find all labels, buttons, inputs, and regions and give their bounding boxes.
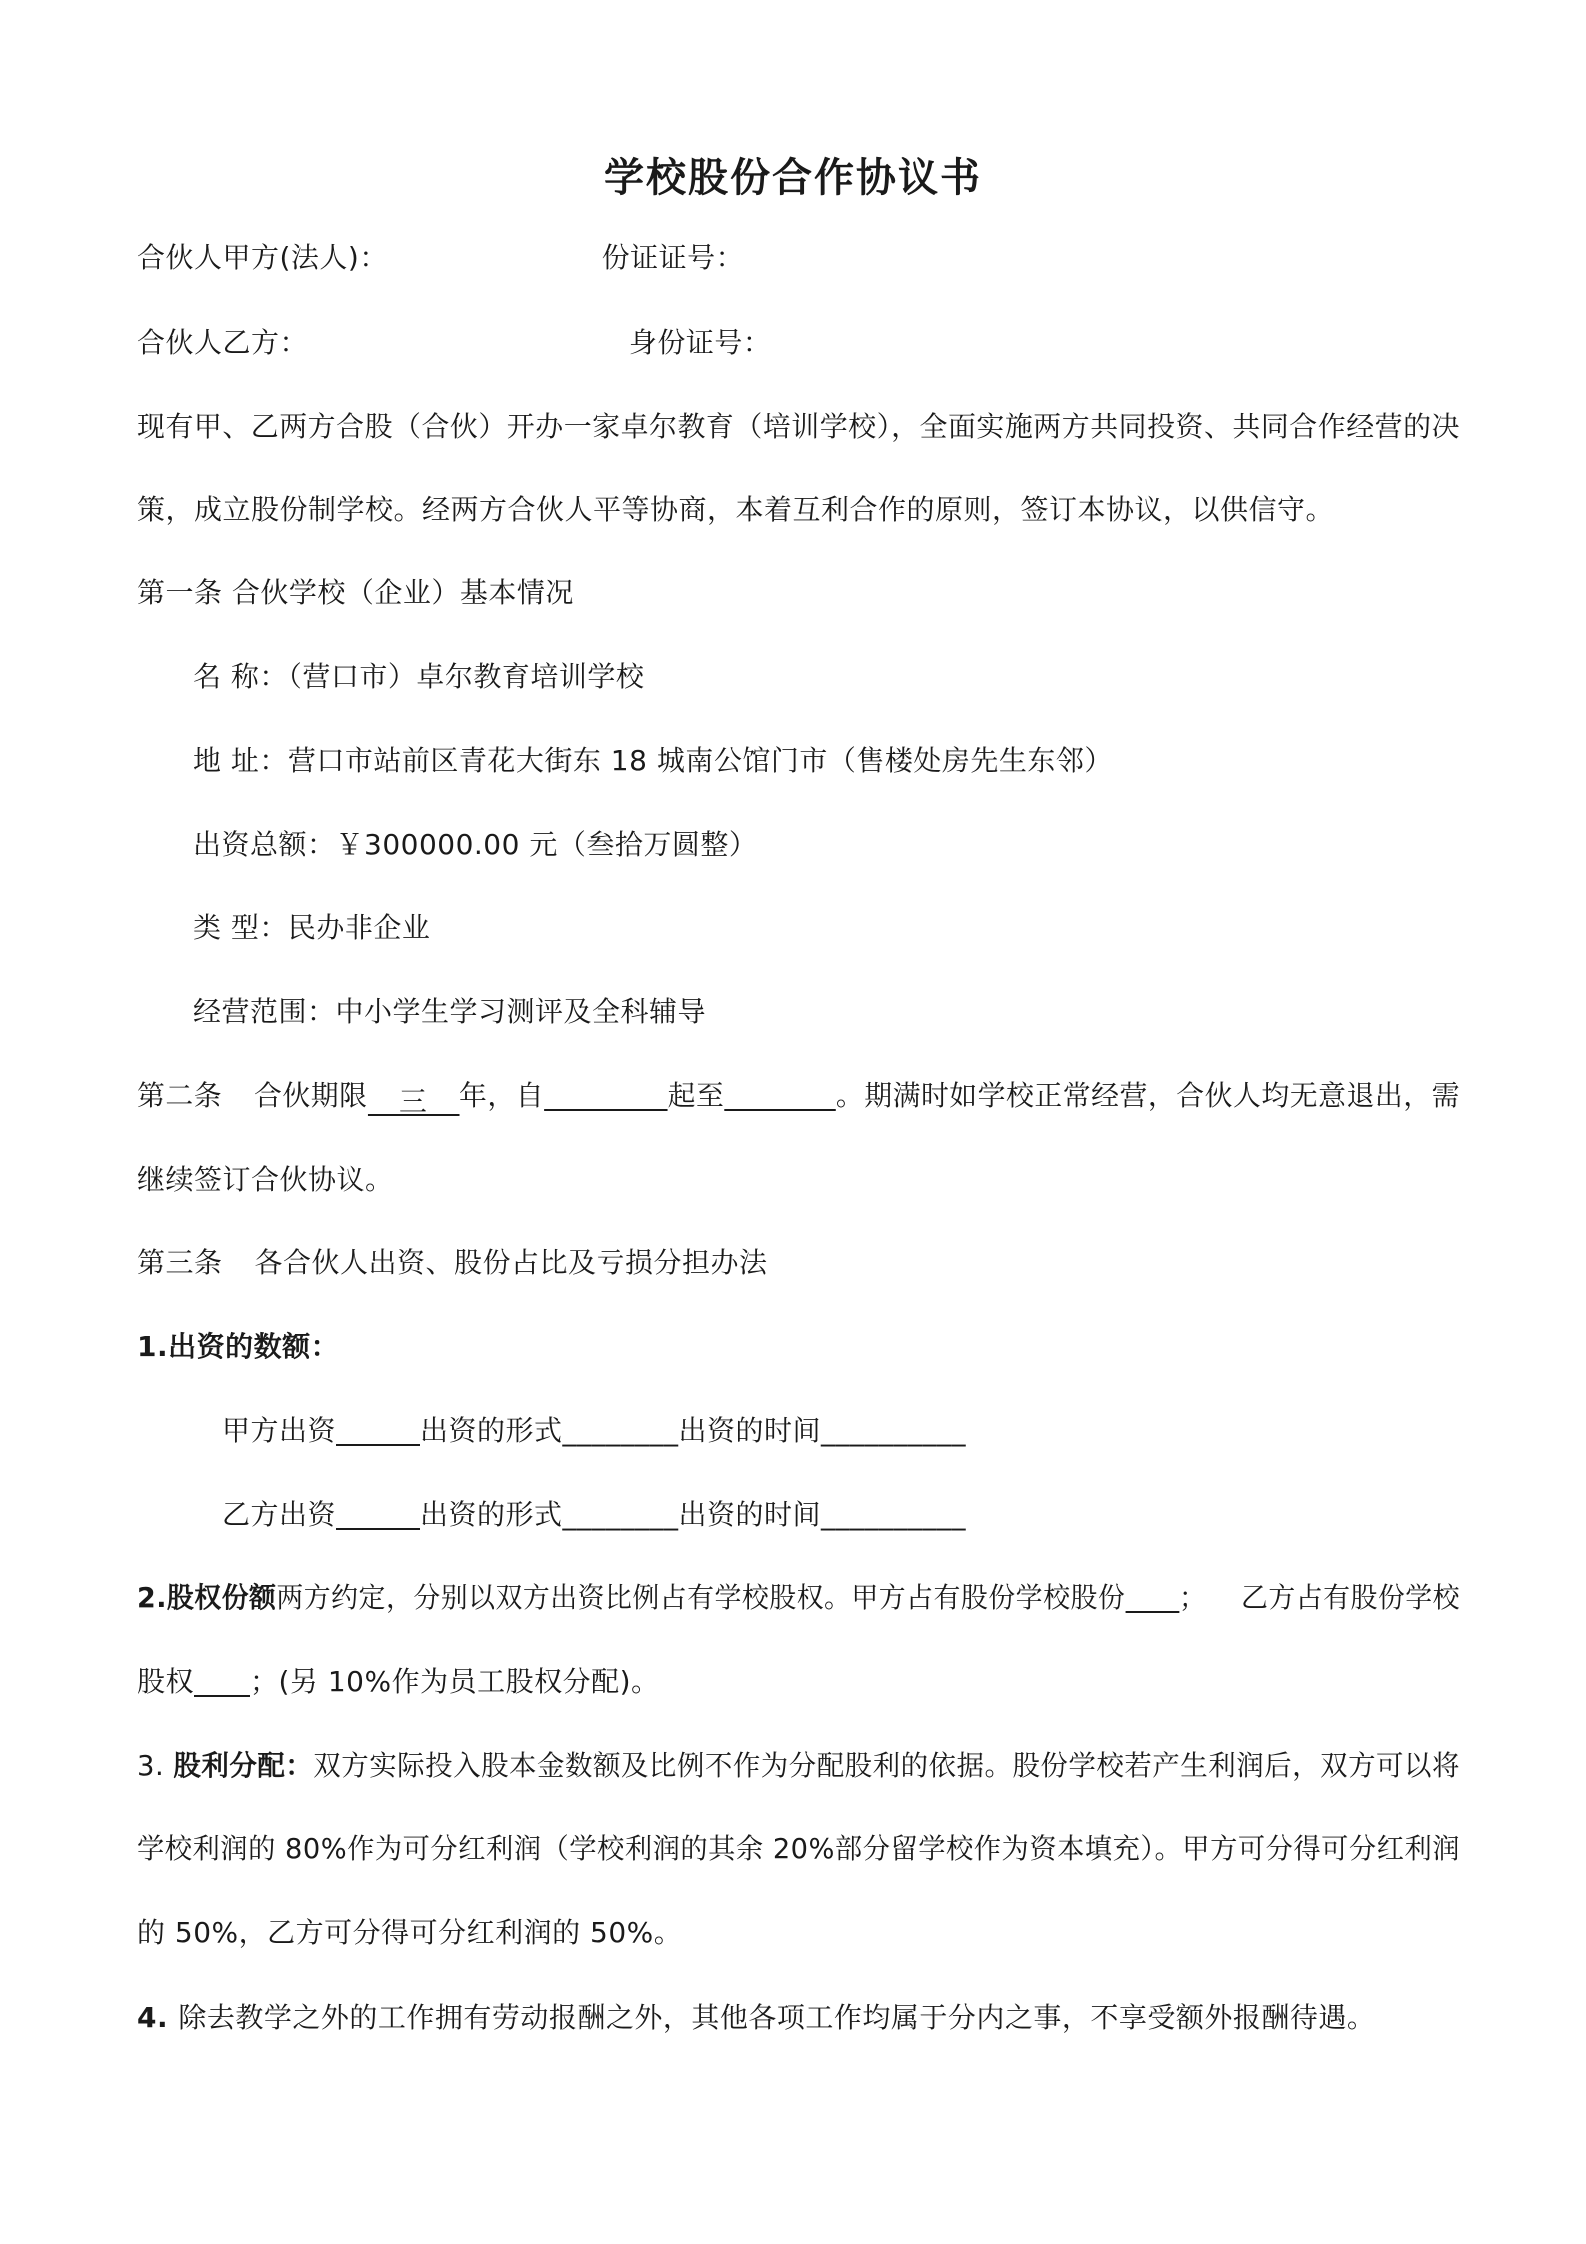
article3-heading-row bbox=[137, 1243, 768, 1283]
scope-value: 中小学生学习测评及全科辅导 bbox=[335, 995, 707, 1028]
section4-line bbox=[137, 1998, 1375, 2038]
section4-text: 除去教学之外的工作拥有劳动报酬之外，其他各项工作均属于分内之事，不享受额外报酬待遇。 bbox=[178, 2001, 1376, 2034]
section1-title: 1.出资的数额： bbox=[137, 1330, 340, 1363]
section4-number: 4. bbox=[137, 2001, 179, 2034]
section3-line-2: 学校利润的 80%作为可分红利润（学校利润的其余 20%部分留学校作为资本填充）。甲方可分得可分红利润 bbox=[137, 1832, 1461, 1865]
address-label: 地 址： bbox=[193, 744, 288, 777]
term-blank: 三 bbox=[367, 1082, 459, 1116]
article2-line-2: 继续签订合伙协议。 bbox=[137, 1163, 394, 1196]
address-value: 营口市站前区青花大街东 18 城南公馆门市（售楼处房先生东邻） bbox=[287, 744, 1113, 777]
party-a-id-label: 份证证号： bbox=[601, 241, 745, 274]
capital-row bbox=[193, 825, 757, 865]
party-b-contribution-label: 乙方出资 bbox=[222, 1498, 337, 1531]
article3-heading-text: 各合伙人出资、股份占比及亏损分担办法 bbox=[254, 1246, 768, 1279]
page-title: 学校股份合作协议书 bbox=[604, 155, 982, 201]
school-name-value: （营口市）卓尔教育培训学校 bbox=[287, 660, 645, 693]
end-date-blank bbox=[724, 1077, 835, 1111]
article2-text-to: 起至 bbox=[667, 1079, 725, 1112]
type-row bbox=[193, 908, 430, 948]
section3-line-3: 的 50%，乙方可分得可分红利润的 50%。 bbox=[137, 1916, 683, 1949]
party-b-id-label: 身份证号： bbox=[628, 326, 772, 359]
section3-number: 3. bbox=[137, 1749, 174, 1782]
article2-heading: 第二条 bbox=[137, 1079, 223, 1112]
intro-line-2: 策，成立股份制学校。经两方合伙人平等协商，本着互利合作的原则，签订本协议，以供信守。 bbox=[137, 493, 1335, 526]
party-b-share-blank bbox=[194, 1663, 250, 1697]
type-label: 类 型： bbox=[193, 911, 288, 944]
section2-line2-a: 股权 bbox=[137, 1665, 195, 1698]
section2-title: 2.股权份额 bbox=[137, 1581, 277, 1614]
intro-line-1: 现有甲、乙两方合股（合伙）开办一家卓尔教育（培训学校），全面实施两方共同投资、共同合作经营的决 bbox=[137, 410, 1460, 443]
party-a-amount-blank bbox=[336, 1412, 420, 1446]
article2-text-from: 年，自 bbox=[459, 1079, 545, 1112]
school-name-label: 名 称： bbox=[193, 660, 288, 693]
section3-line-1 bbox=[137, 1746, 1460, 1786]
article2-text-rest: 。期满时如学校正常经营，合伙人均无意退出，需 bbox=[835, 1079, 1460, 1112]
section3-title: 股利分配： bbox=[173, 1749, 314, 1782]
party-b-form-label: 出资的形式________ bbox=[420, 1498, 679, 1531]
capital-value: ￥300000.00 元（叁拾万圆整） bbox=[335, 828, 758, 861]
address-row bbox=[193, 741, 1113, 781]
party-b-row bbox=[137, 323, 771, 363]
party-a-time-label: 出资的时间__________ bbox=[678, 1414, 967, 1447]
party-b-time-label: 出资的时间__________ bbox=[678, 1498, 967, 1531]
article2-line-1 bbox=[137, 1076, 1460, 1116]
section2-text-2: ； bbox=[1179, 1581, 1207, 1614]
capital-label: 出资总额： bbox=[193, 828, 336, 861]
article1-heading: 第一条 合伙学校（企业）基本情况 bbox=[137, 576, 574, 609]
scope-row bbox=[193, 992, 706, 1032]
party-a-form-label: 出资的形式________ bbox=[420, 1414, 679, 1447]
party-a-row bbox=[137, 238, 744, 278]
party-b-label: 合伙人乙方： bbox=[137, 326, 309, 359]
section2-text-1: 两方约定，分别以双方出资比例占有学校股权。甲方占有股份学校股份 bbox=[276, 1581, 1126, 1614]
party-a-contribution-label: 甲方出资 bbox=[222, 1414, 337, 1447]
scope-label: 经营范围： bbox=[193, 995, 336, 1028]
party-b-contribution-row bbox=[222, 1495, 966, 1535]
party-a-share-blank bbox=[1125, 1579, 1179, 1613]
start-date-blank bbox=[544, 1077, 667, 1111]
article3-heading: 第三条 bbox=[137, 1246, 223, 1279]
type-value: 民办非企业 bbox=[287, 911, 431, 944]
section2-text-3: 乙方占有股份学校 bbox=[1240, 1581, 1461, 1614]
party-a-label: 合伙人甲方(法人)： bbox=[137, 241, 388, 274]
school-name-row bbox=[193, 657, 644, 697]
section2-line-2 bbox=[137, 1662, 660, 1702]
party-a-contribution-row bbox=[222, 1411, 966, 1451]
section2-line-1 bbox=[137, 1578, 1460, 1618]
section3-text-1: 双方实际投入股本金数额及比例不作为分配股利的依据。股份学校若产生利润后，双方可以将 bbox=[313, 1749, 1460, 1782]
section2-line2-b: ；(另 10%作为员工股权分配)。 bbox=[250, 1665, 660, 1698]
article2-text-term: 合伙期限 bbox=[253, 1079, 368, 1112]
party-b-amount-blank bbox=[336, 1496, 420, 1530]
